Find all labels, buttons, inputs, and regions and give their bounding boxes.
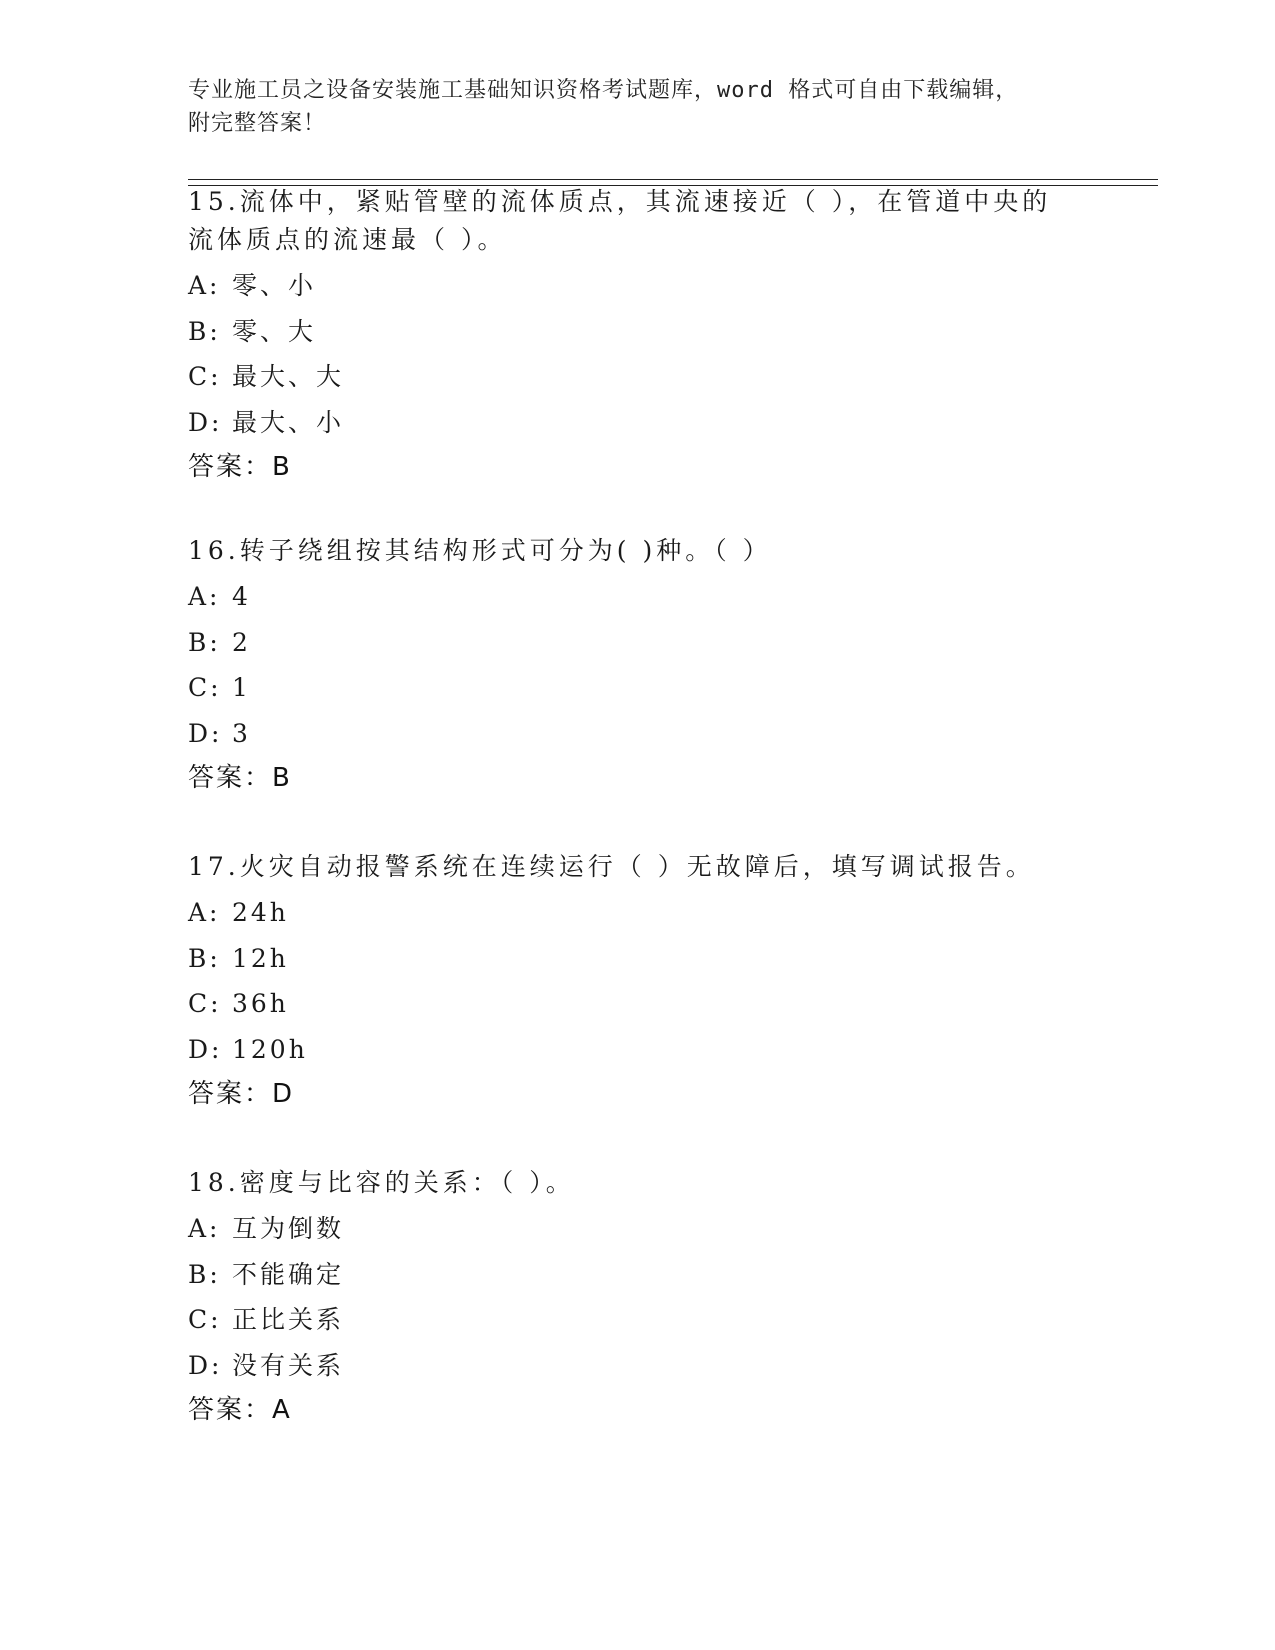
header-line-1: 专业施工员之设备安装施工基础知识资格考试题库，word 格式可自由下载编辑， [188,78,1019,103]
answer-text: 答案：B [188,452,292,482]
option-b: B: 12h [188,943,289,973]
option-c: C: 最大、大 [188,362,345,391]
answer-text: 答案：D [188,1079,295,1109]
option-a: A: 24h [188,898,289,927]
question-16 [188,532,1068,800]
option-d: D: 3 [188,718,251,748]
option-b: B: 零、大 [188,316,317,346]
option-a: A: 互为倒数 [188,1214,345,1243]
question-stem: 17.火灾自动报警系统在连续运行（ ）无故障后，填写调试报告。 [188,852,1035,881]
question-stem-line-1: 15.流体中，紧贴管壁的流体质点，其流速接近（ ），在管道中央的 [188,187,1052,216]
answer-text: 答案：A [188,1395,292,1425]
document-header [188,74,1088,140]
question-17 [188,848,1068,1116]
option-c: C: 正比关系 [188,1305,345,1334]
option-c: C: 1 [188,673,251,702]
question-stem: 18.密度与比容的关系：（ ）。 [188,1168,575,1197]
option-a: A: 4 [188,582,251,611]
question-stem-line-2: 流体质点的流速最（ ）。 [188,225,507,254]
option-d: D: 120h [188,1034,308,1064]
option-d: D: 没有关系 [188,1350,345,1380]
answer-text: 答案：B [188,763,292,793]
question-15 [188,183,1068,489]
option-b: B: 不能确定 [188,1259,345,1289]
option-a: A: 零、小 [188,271,317,300]
question-stem: 16.转子绕组按其结构形式可分为( )种。（ ） [188,536,772,565]
header-line-2: 附完整答案！ [188,111,327,136]
option-d: D: 最大、小 [188,407,345,437]
option-b: B: 2 [188,627,251,657]
option-c: C: 36h [188,989,289,1018]
question-18 [188,1164,1068,1432]
